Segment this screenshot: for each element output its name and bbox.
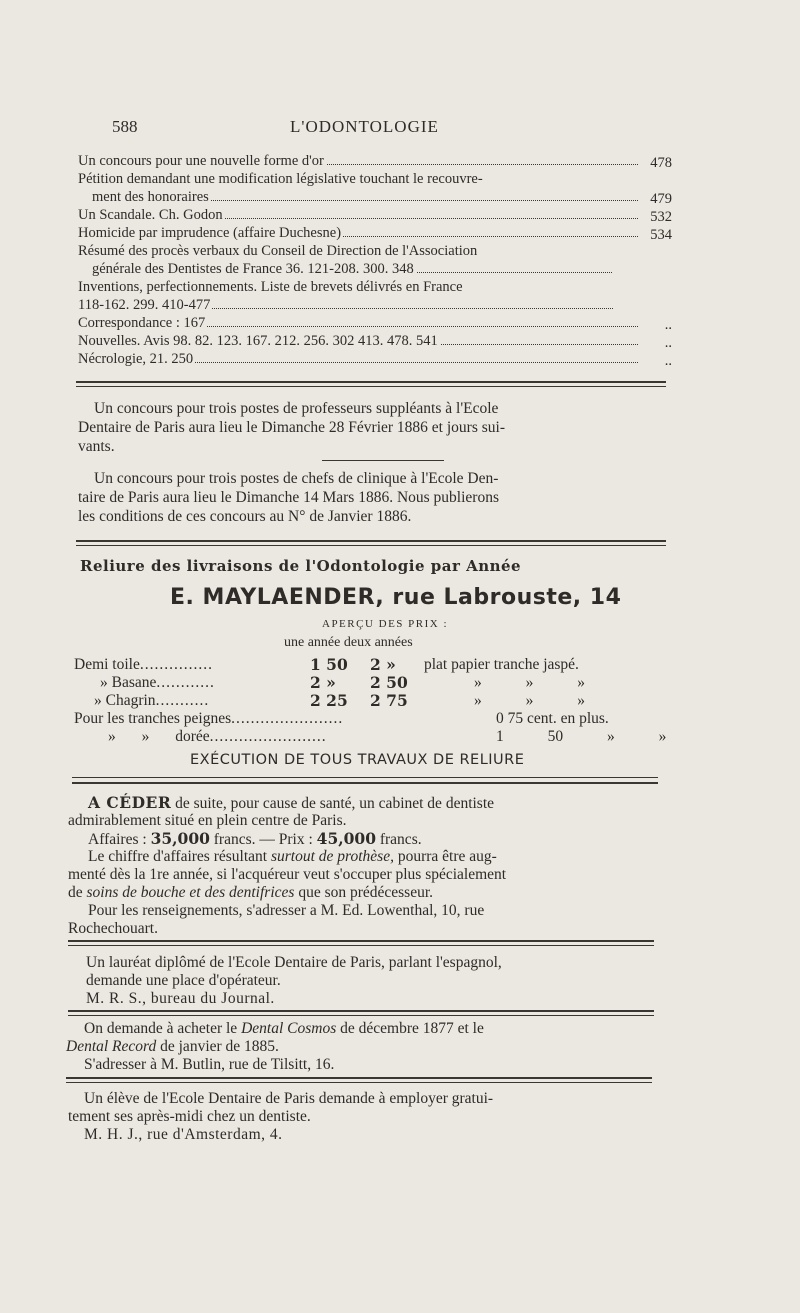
toc-entry: Inventions, perfectionnements. Liste de brevets délivrés en France [78,279,463,295]
divider [68,940,654,942]
journal-title: L'ODONTOLOGIE [290,117,439,136]
toc-entry: générale des Dentistes de France 36. 121-208. 300. 348 [92,260,612,278]
price-row: Pour les tranches peignes....................... [74,710,344,727]
divider [66,1082,652,1083]
short-divider [322,460,444,461]
toc-entry: Un Scandale. Ch. Godon 532 [78,207,672,225]
toc-entry: Un concours pour une nouvelle forme d'or 478 [78,153,672,171]
divider [68,1015,654,1016]
toc-entry: ment des honoraires 479 [92,189,672,207]
toc-entry: Correspondance : 167 .. [78,315,672,333]
price-two-years: 2 » [370,655,396,674]
price-row: Demi toile............... [74,656,213,673]
price-note: plat papier tranche jaspé. [424,656,579,673]
toc-entry: Homicide par imprudence (affaire Duchesne) 534 [78,225,672,243]
journal-page: 588 L'ODONTOLOGIE Un concours pour une nouvelle forme d'or 478 Pétition demandant une modification législative touchant le recouvre- ment des honoraires 479 Un Scandale. Ch. Godon 532 Homicide par imprudence (affaire Duchesne) 534 Résumé des procès verbaux du Conseil de Direction de l'Association générale des Dentistes de France 36. 121-208. 300. 348 Inventions, perfectionnements. Liste de brevets délivrés en France 118-162. 299. 410-477 Correspondance : 167 .. Nouvelles. Avis 98. 82. 123. 167. 212. 256. 302 413. 478. 541 .. Nécrologie, 21. 250 .. Un concours pour trois postes de professeurs suppléants à l'Ecole Dentaire de Paris aura lieu le Dimanche 28 Février 1886 et jours sui- vants. Un concours pour trois postes de chefs de clinique à l'Ecole Den- taire de Paris aura lieu le Dimanche 14 Mars 1886. Nous publierons les conditions de ces concours au N° de Janvier 1886. Reliure des livraisons de l'Odontologie par Année E. MAYLAENDER, rue Labrouste, 14 APERÇU DES PRIX : une année deux années Demi toile............... 1 50 2 » plat papier tranche jaspé. » Basane............ 2 » 2 50 » » » » Chagrin........... 2 25 2 75 » » » Pour les tranches peignes....................... 0 75 cent. en plus. » » dorée........................ 1 50 » » EXÉCUTION DE TOUS TRAVAUX DE RELIURE A CÉDER de suite, pour cause de santé, un cabinet de dentiste admirablement situé en plein centre de Paris. Affaires : 35,000 francs. — Prix : 45,000 francs. Le chiffre d'affaires résultant surtout de prothèse, pourra être aug- menté dès la 1re année, si l'acquéreur veut s'occuper plus spécialement de soins de bouche et des dentifrices que son prédécesseur. Pour les renseignements, s'adresser a M. Ed. Lowenthal, 10, rue Rochechouart. Un lauréat diplômé de l'Ecole Dentaire de Paris, parlant l'espagnol, demande une place d'opérateur. M. R. S., bureau du Journal. On demande à acheter le Dental Cosmos de décembre 1877 et le Dental Record de janvier de 1885. S'adresser à M. Butlin, rue de Tilsitt, 16. Un élève de l'Ecole Dentaire de Paris demande à employer gratui- tement ses après-midi chez un dentiste. M. H. J., rue d'Amsterdam, 4. [0,0,800,1313]
divider [72,782,658,784]
price-columns-header: une année deux années [284,635,413,650]
divider [66,1077,652,1079]
reliure-heading: Reliure des livraisons de l'Odontologie par Année [80,557,522,575]
price-row: » » dorée........................ [108,728,327,745]
toc-entry: Résumé des procès verbaux du Conseil de Direction de l'Association [78,243,478,259]
page-header [0,117,800,139]
page-number: 588 [112,117,138,136]
divider [76,381,666,383]
divider [76,540,666,542]
divider [76,386,666,387]
reliure-footer: EXÉCUTION DE TOUS TRAVAUX DE RELIURE [190,752,525,768]
toc-entry: Nécrologie, 21. 250 .. [78,351,672,369]
toc-entry: Nouvelles. Avis 98. 82. 123. 167. 212. 256. 302 413. 478. 541 .. [78,333,672,351]
price-one-year: 1 50 [310,655,348,674]
divider [76,545,666,546]
divider [72,777,658,778]
binder-name: E. MAYLAENDER, rue Labrouste, 14 [170,585,622,610]
divider [68,1010,654,1012]
price-row: » Basane............ [100,674,215,691]
toc-entry: Pétition demandant une modification législative touchant le recouvre- [78,171,483,187]
price-row: » Chagrin........... [94,692,210,709]
divider [68,945,654,946]
apercu-label: APERÇU DES PRIX : [322,618,449,630]
toc-entry: 118-162. 299. 410-477 [78,296,613,314]
